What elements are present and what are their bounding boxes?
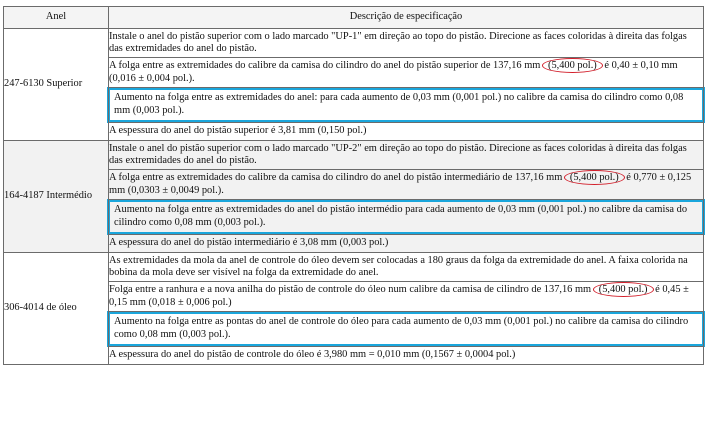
header-anel: Anel [4, 7, 109, 29]
desc-gap: A folga entre as extremidades do calibre da camisa do cilindro do anel do pistão superior de 137,16 mm (5,400 pol.) é 0,40 ± 0,10 mm (0,016 ± 0,004 pol.). [109, 58, 704, 88]
desc-gap: Folga entre a ranhura e a nova anilha do pistão de controle do óleo num calibre da camisa de cilindro de 137,16 mm (5,400 pol.) é 0,45 ± 0,15 mm (0,018 ± 0,006 pol.) [109, 282, 704, 312]
circled-value: (5,400 pol.) [564, 170, 625, 185]
highlighted-note: Aumento na folga entre as extremidades do anel: para cada aumento de 0,03 mm (0,001 pol.) no calibre da camisa do cilindro como 0,08 mm (0,003 pol.). [107, 87, 705, 123]
table-header-row [4, 7, 704, 29]
desc-thickness: A espessura do anel do pistão de controle do óleo é 3,980 mm = 0,010 mm (0,1567 ± 0,0004 pol.) [109, 347, 704, 365]
desc-install: Instale o anel do pistão superior com o lado marcado "UP-1" em direção ao topo do pistão. Direcione as faces coloridas à direita das folgas das extremidades do anel do pistão. [109, 29, 704, 58]
table-row [4, 253, 704, 282]
ring-name-cell: 164-4187 Intermédio [4, 141, 109, 253]
highlighted-note: Aumento na folga entre as pontas do anel de controle do óleo para cada aumento de 0,03 mm (0,001 pol.) no calibre da camisa do cilindro como 0,08 mm (0,003 pol.). [107, 311, 705, 347]
table-row [4, 282, 704, 312]
desc-thickness: A espessura do anel do pistão intermediário é 3,08 mm (0,003 pol.) [109, 235, 704, 253]
desc-increase-cell [109, 312, 704, 347]
table-row [4, 141, 704, 170]
desc-increase-cell [109, 88, 704, 123]
table-row [4, 235, 704, 253]
desc-gap: A folga entre as extremidades do calibre da camisa do cilindro do anel do pistão intermediário de 137,16 mm (5,400 pol.) é 0,770 ± 0,125 mm (0,0303 ± 0,0049 pol.). [109, 170, 704, 200]
desc-install: As extremidades da mola da anel de controle do óleo devem ser colocadas a 180 graus da folga da extremidade do anel. A faixa colorida na bobina da mola deve ser visível na folga da extremidade do anel. [109, 253, 704, 282]
desc-thickness: A espessura do anel do pistão superior é 3,81 mm (0,150 pol.) [109, 123, 704, 141]
ring-name-cell: 306-4014 de óleo [4, 253, 109, 365]
table-row [4, 312, 704, 347]
table-row [4, 170, 704, 200]
spec-table [3, 6, 704, 365]
table-row [4, 58, 704, 88]
circled-value: (5,400 pol.) [593, 282, 654, 297]
desc-install: Instale o anel do pistão superior com o lado marcado "UP-2" em direção ao topo do pistão. Direcione as faces coloridas à direita das folgas das extremidades do anel do pistão. [109, 141, 704, 170]
highlighted-note: Aumento na folga entre as extremidades do anel do pistão intermédio para cada aumento de 0,03 mm (0,001 pol.) no calibre da camisa do cilindro como 0,08 mm (0,003 pol.). [107, 199, 705, 235]
desc-increase-cell [109, 200, 704, 235]
table-row [4, 88, 704, 123]
table-row [4, 123, 704, 141]
table-row [4, 347, 704, 365]
circled-value: (5,400 pol.) [542, 58, 603, 73]
table-row [4, 29, 704, 58]
header-descricao: Descrição de especificação [109, 7, 704, 29]
ring-name-cell: 247-6130 Superior [4, 29, 109, 141]
table-row [4, 200, 704, 235]
